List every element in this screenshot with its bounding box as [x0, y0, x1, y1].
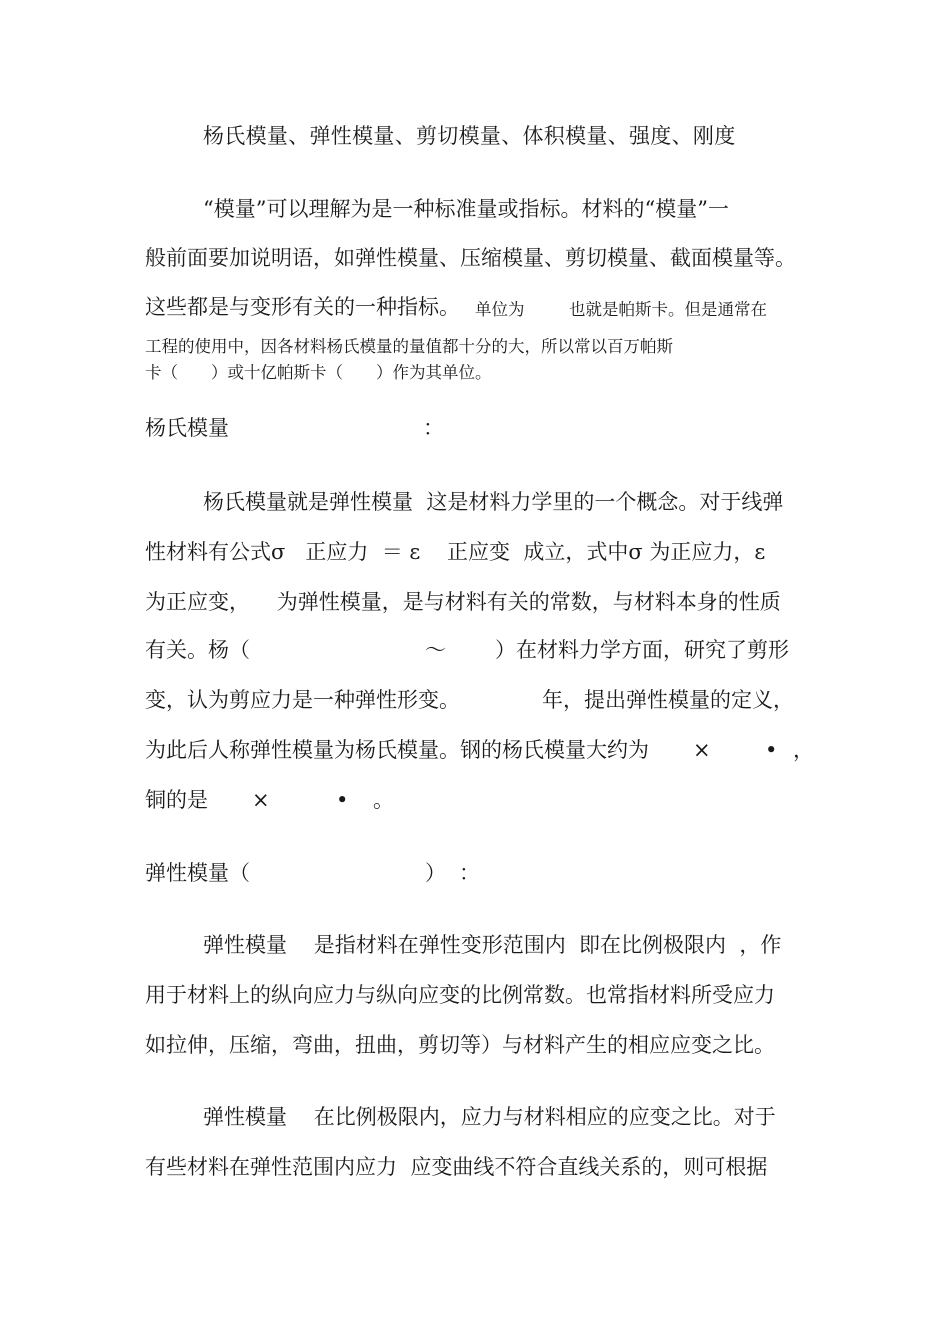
young-line-7-times: × — [252, 788, 270, 812]
young-line-6-start: 为此后人称弹性模量为杨氏模量。钢的杨氏模量大约为 — [145, 738, 649, 762]
intro-line-1: “模量”可以理解为是一种标准量或指标。材料的“模量”一 — [203, 197, 729, 221]
intro-line-5: 卡（ ）或十亿帕斯卡（ ）作为其单位。 — [145, 363, 492, 382]
young-line-7-period: 。 — [373, 788, 394, 812]
young-line-5-start: 变，认为剪应力是一种弹性形变。 — [145, 688, 460, 712]
young-line-6-times: × — [693, 738, 711, 762]
section-heading-elastic-colon: ： — [459, 861, 480, 885]
intro-line-3-unit: 单位为 — [475, 300, 525, 319]
young-line-4-tilde: ～ — [425, 638, 446, 662]
young-line-2: 性材料有公式σ 正应力 ＝ ε 正应变 成立，式中σ 为正应力，ε — [145, 540, 766, 564]
young-line-4-start: 有关。杨（ — [145, 638, 250, 662]
young-line-7-start: 铜的是 — [145, 788, 208, 812]
young-line-7-dot: • — [336, 788, 349, 812]
section-heading-elastic: 弹性模量（ — [145, 861, 250, 885]
intro-line-3-main: 这些都是与变形有关的一种指标。 — [145, 295, 460, 319]
section-heading-elastic-close: ） — [425, 861, 446, 885]
elastic-line-2: 用于材料上的纵向应力与纵向应变的比例常数。也常指材料所受应力 — [145, 983, 775, 1007]
young-line-4-end: ）在材料力学方面，研究了剪形 — [495, 638, 789, 662]
young-line-6-dot: • — [765, 738, 778, 762]
page-title: 杨氏模量、弹性模量、剪切模量、体积模量、强度、刚度 — [203, 124, 736, 148]
young-line-5-end: 年，提出弹性模量的定义， — [542, 688, 794, 712]
young-line-6-comma: ， — [793, 738, 814, 762]
elastic-line-4: 弹性模量 在比例极限内，应力与材料相应的应变之比。对于 — [203, 1105, 776, 1129]
young-line-1: 杨氏模量就是弹性模量 这是材料力学里的一个概念。对于线弹 — [203, 490, 784, 514]
young-line-3: 为正应变， 为弹性模量，是与材料有关的常数，与材料本身的性质 — [145, 590, 781, 614]
section-heading-young-colon: ： — [423, 416, 444, 440]
intro-line-3-pascal: 也就是帕斯卡。但是通常在 — [569, 300, 767, 319]
intro-line-2: 般前面要加说明语，如弹性模量、压缩模量、剪切模量、截面模量等。 — [145, 246, 796, 270]
elastic-line-5: 有些材料在弹性范围内应力 应变曲线不符合直线关系的，则可根据 — [145, 1155, 768, 1179]
elastic-line-3: 如拉伸，压缩，弯曲，扭曲，剪切等）与材料产生的相应应变之比。 — [145, 1033, 775, 1057]
elastic-line-1: 弹性模量 是指材料在弹性变形范围内 即在比例极限内 ，作 — [203, 933, 782, 957]
intro-line-4: 工程的使用中，因各材料杨氏模量的量值都十分的大，所以常以百万帕斯 — [145, 337, 673, 356]
section-heading-young: 杨氏模量 — [145, 416, 229, 440]
